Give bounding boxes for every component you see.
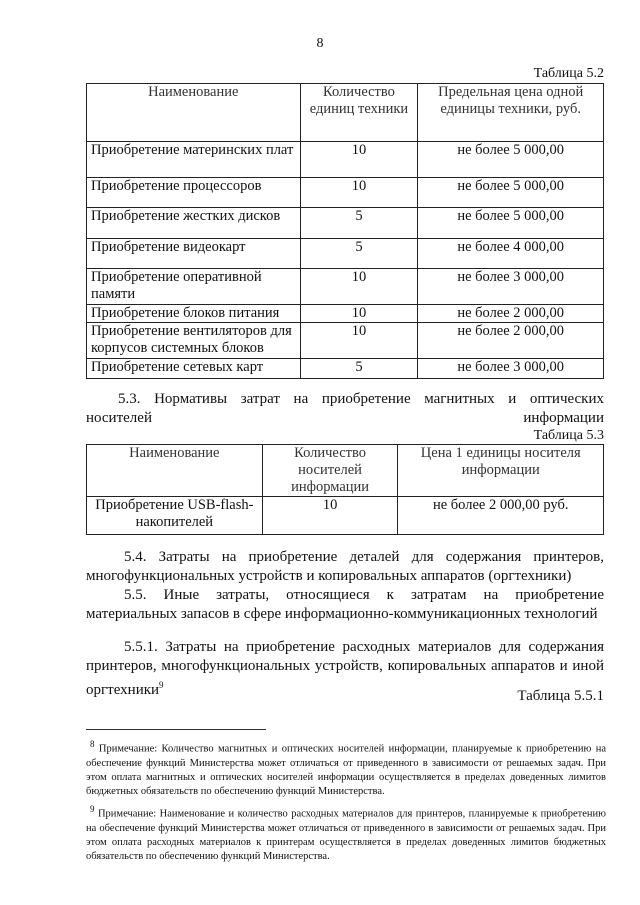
table-row [87, 178, 604, 208]
table-5-3-header-name: Наименование [87, 445, 263, 497]
table-5-2-header-price: Предельная цена одной единицы техники, руб. [418, 84, 604, 142]
cell-qty: 10 [300, 323, 418, 359]
cell-qty: 5 [300, 239, 418, 269]
cell-price: не более 3 000,00 [418, 269, 604, 305]
table-5-5-1-caption: Таблица 5.5.1 [517, 688, 604, 704]
footnote-text: Примечание: Наименование и количество расходных материалов для принтеров, планируемые к приобретению на обеспечение функций Министерства может отличаться от приведенного в зависимости от решаемых задач. При этом оплата расходных материалов к принтерам осуществляется в пределах доведенных лимитов бюджетных обязательств по обеспечению функций Министерства. [86, 808, 607, 862]
cell-qty: 10 [300, 305, 418, 323]
cell-price: не более 5 000,00 [418, 208, 604, 239]
cell-price: не более 5 000,00 [418, 178, 604, 208]
cell-name: Приобретение USB-flash-накопителей [87, 497, 263, 535]
cell-qty: 5 [300, 359, 418, 379]
table-5-2-header-name: Наименование [87, 84, 301, 142]
table-5-3-caption: Таблица 5.3 [533, 428, 604, 443]
footnote-8 [86, 737, 606, 799]
table-row [87, 359, 604, 379]
table-row [87, 239, 604, 269]
cell-name: Приобретение видеокарт [87, 239, 301, 269]
cell-name: Приобретение материнских плат [87, 142, 301, 178]
page-number: 8 [316, 36, 324, 51]
table-row [87, 497, 604, 535]
section-5-5-heading: 5.5. Иные затраты, относящиеся к затратам на приобретение материальных запасов в сфере информационно-коммуникационных технологий [86, 587, 604, 622]
cell-qty: 10 [300, 178, 418, 208]
cell-qty: 10 [300, 269, 418, 305]
cell-name: Приобретение блоков питания [87, 305, 301, 323]
cell-price: не более 4 000,00 [418, 239, 604, 269]
cell-price: не более 5 000,00 [418, 142, 604, 178]
footnote-ref-9: 9 [159, 680, 164, 690]
cell-qty: 5 [300, 208, 418, 239]
footnote-text: Примечание: Количество магнитных и оптических носителей информации, планируемые к приобретению на обеспечение функций Министерства может отличаться от приведенного в зависимости от решаемых задач. При этом оплата магнитных и оптических носителей информации осуществляется в пределах доведенных лимитов бюджетных обязательств по обеспечению функций Министерства. [86, 743, 607, 797]
cell-qty: 10 [300, 142, 418, 178]
cell-price: не более 2 000,00 [418, 305, 604, 323]
table-5-2 [86, 83, 604, 379]
section-5-4-heading: 5.4. Затраты на приобретение деталей для содержания принтеров, многофункциональных устройств и копировальных аппаратов (оргтехники) [86, 549, 604, 584]
table-row [87, 208, 604, 239]
cell-name: Приобретение оперативной памяти [87, 269, 301, 305]
footnote-number: 9 [90, 804, 95, 814]
table-row [87, 142, 604, 178]
table-5-2-caption: Таблица 5.2 [533, 66, 604, 81]
table-5-3 [86, 444, 604, 535]
table-5-3-header-price: Цена 1 единицы носителя информации [398, 445, 604, 497]
table-row [87, 323, 604, 359]
table-5-2-header-qty: Количество единиц техники [300, 84, 418, 142]
table-5-3-header-qty: Количество носителей информации [262, 445, 398, 497]
cell-name: Приобретение вентиляторов для корпусов системных блоков [87, 323, 301, 359]
cell-name: Приобретение процессоров [87, 178, 301, 208]
footnote-9 [86, 802, 606, 864]
cell-qty: 10 [262, 497, 398, 535]
footnote-divider [86, 729, 266, 730]
cell-price: не более 3 000,00 [418, 359, 604, 379]
cell-price: не более 2 000,00 руб. [398, 497, 604, 535]
cell-name: Приобретение сетевых карт [87, 359, 301, 379]
cell-name: Приобретение жестких дисков [87, 208, 301, 239]
table-row [87, 269, 604, 305]
footnote-number: 8 [90, 739, 95, 749]
table-row [87, 305, 604, 323]
section-5-5-1-text: 5.5.1. Затраты на приобретение расходных материалов для содержания принтеров, многофункциональных устройств, копировальных аппаратов и иной оргтехники [86, 639, 604, 698]
cell-price: не более 2 000,00 [418, 323, 604, 359]
section-5-3-heading: 5.3. Нормативы затрат на приобретение магнитных и оптических носителей информации [86, 391, 604, 426]
